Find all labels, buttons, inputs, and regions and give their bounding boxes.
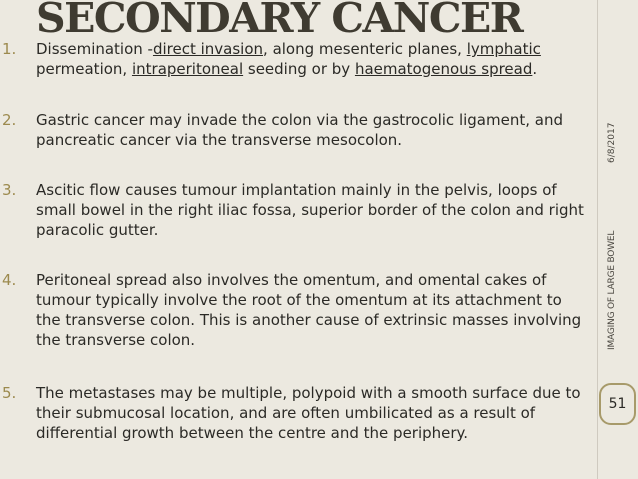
text-segment: seeding or by: [243, 60, 355, 78]
underlined-term: direct invasion: [152, 40, 264, 58]
text-segment: , along mesenteric planes,: [263, 40, 467, 58]
list-item-number: 2.: [2, 111, 17, 129]
list-item-text: [36, 39, 586, 79]
text-segment: .: [532, 60, 538, 78]
list-item-text: [36, 270, 586, 350]
text-segment: Dissemination -: [36, 40, 153, 58]
text-segment: Ascitic flow causes tumour implantation mainly in the pelvis, loops of small bowel in the right iliac fossa, superior border of the colon and right paracolic gutter.: [36, 181, 584, 239]
underlined-term: lymphatic: [466, 40, 541, 58]
page-number-badge: [599, 383, 636, 425]
text-segment: Peritoneal spread also involves the omentum, and omental cakes of tumour typically involve the root of the omentum at its attachment to the transverse colon. This is another cause of extrinsic masses involving the transverse colon.: [36, 271, 582, 349]
list-item-text: [36, 110, 586, 150]
underlined-term: intraperitoneal: [131, 60, 244, 78]
list-item-number: 1.: [2, 40, 17, 58]
list-item-number: 3.: [2, 181, 17, 199]
text-segment: Gastric cancer may invade the colon via the gastrocolic ligament, and pancreatic cancer via the transverse mesocolon.: [36, 111, 563, 149]
underlined-term: haematogenous spread: [354, 60, 533, 78]
list-item-text: [36, 383, 586, 443]
slide-title: SECONDARY CANCER: [36, 0, 523, 42]
list-item-number: 5.: [2, 384, 17, 402]
list-item-text: [36, 180, 586, 240]
page-number: 51: [608, 396, 627, 412]
slide-footer: IMAGING OF LARGE BOWEL: [607, 230, 617, 350]
text-segment: The metastases may be multiple, polypoid with a smooth surface due to their submucosal location, and are often umbilicated as a result of differential growth between the centre and the periphery.: [36, 384, 581, 442]
list-item-number: 4.: [2, 271, 17, 289]
slide-date: 6/8/2017: [607, 122, 617, 163]
text-segment: permeation,: [36, 60, 132, 78]
